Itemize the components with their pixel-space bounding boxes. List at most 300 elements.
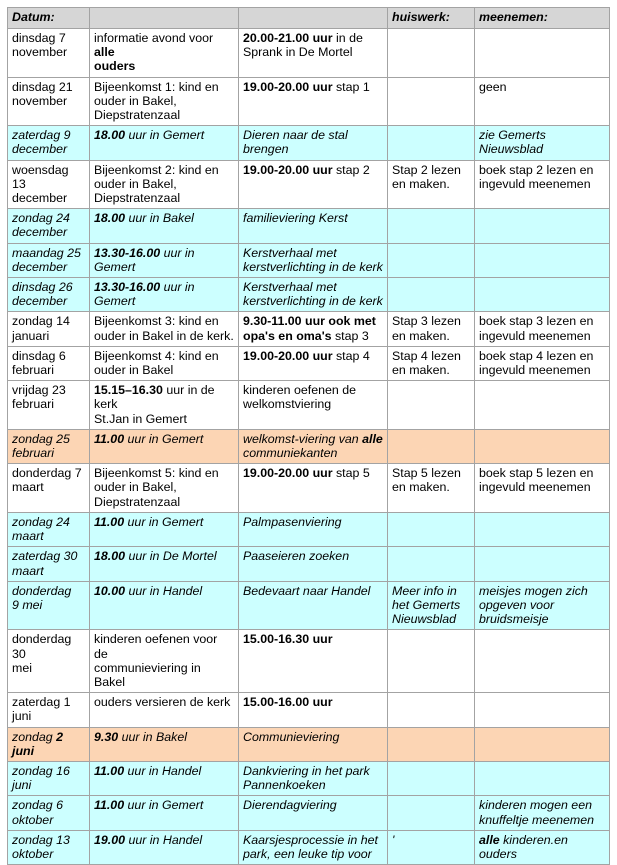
cell-line [94,191,234,205]
cell-line: november [12,93,68,108]
text: Diepstratenzaal [94,191,181,206]
schedule-row [8,830,610,864]
cell-line: het Gemerts [392,597,461,612]
cell-date [8,761,90,795]
schedule-table [7,7,610,865]
cell-line [94,432,234,446]
cell-homework [388,630,475,693]
cell-line [243,383,383,397]
cell-time [239,693,388,727]
text: familieviering Kerst [243,211,348,226]
cell-time [239,126,388,160]
cell-line [243,163,383,177]
text: in de [332,31,363,45]
cell-line [243,329,383,343]
cell-date [8,693,90,727]
text: Bijeenkomst 5: kind en [94,466,219,481]
cell-line [243,798,383,812]
cell-date [8,126,90,160]
text: communieviering in Bakel [94,660,201,689]
cell-line [243,833,383,847]
cell-line: januari [12,328,50,343]
text: ouders [479,846,517,861]
cell-bring [475,796,610,830]
cell-time [239,464,388,513]
cell-time [239,547,388,581]
cell-line [94,246,234,274]
header-homework: huiswerk: [388,8,475,29]
cell-line: en maken. [392,363,450,378]
cell-line [94,661,234,689]
text: uur in Handel [125,583,203,598]
text: uur in Gemert [94,280,195,309]
bold-text: juni [12,743,35,758]
cell-bring [475,209,610,243]
text: Sprank in De Mortel [243,45,353,60]
schedule-row [8,243,610,277]
bold-text: 19.00-20.00 uur [243,162,333,177]
text: Dankviering in het park [243,763,370,778]
cell-bring [475,830,610,864]
schedule-row [8,581,610,630]
cell-date [8,830,90,864]
cell-time [239,312,388,346]
bold-text: 20.00-21.00 uur [243,31,333,45]
cell-line: december [12,225,68,240]
header-time [239,8,388,29]
schedule-row [8,429,610,463]
cell-time [239,796,388,830]
cell-activity [90,29,239,78]
schedule-row [8,278,610,312]
text: Kerstverhaal met [243,245,337,260]
cell-line: november [12,45,68,60]
cell-line: ingevuld meenemen [479,176,591,191]
bold-text: 15.00-16.30 uur [243,632,333,647]
cell-line [243,45,383,59]
cell-line [243,432,383,446]
bold-text: opa's en oma's [243,328,332,343]
text: Bedevaart naar Handel [243,583,371,598]
cell-line: Meer info in [392,583,457,598]
text: brengen [243,142,289,157]
cell-line: en maken. [392,176,450,191]
cell-line: ingevuld meenemen [479,363,591,378]
text: Paaseieren zoeken [243,549,350,564]
cell-homework [388,160,475,209]
schedule-row [8,346,610,380]
text: St.Jan in Gemert [94,411,187,426]
schedule-row [8,312,610,346]
cell-activity [90,796,239,830]
text: stap 2 [332,162,370,177]
cell-line [243,246,383,260]
cell-date [8,346,90,380]
cell-line [94,59,234,73]
cell-line: knuffeltje meenemen [479,812,595,827]
bold-text: 9.30-11.00 uur ook met [243,314,376,329]
text: Pannenkoeken [243,778,326,793]
cell-homework [388,581,475,630]
cell-line: Stap 5 lezen [392,466,461,481]
cell-line [243,211,383,225]
cell-bring [475,126,610,160]
cell-line [94,349,234,363]
text: uur in Handel [125,832,203,847]
cell-line: maart [12,563,44,578]
text: welkomstviering [243,397,332,412]
cell-bring [475,160,610,209]
cell-homework [388,126,475,160]
cell-date [8,630,90,693]
cell-time [239,209,388,243]
bold-text: alle [94,45,115,60]
text: communiekanten [243,446,338,461]
cell-line: woensdag 13 [12,162,69,191]
cell-line: dinsdag 7 [12,31,66,45]
cell-line: donderdag 30 [12,632,72,661]
cell-date [8,464,90,513]
cell-activity [90,547,239,581]
schedule-row [8,29,610,78]
cell-bring [475,547,610,581]
cell-activity [90,126,239,160]
bold-text: 11.00 [94,431,125,446]
cell-line [94,495,234,509]
cell-time [239,346,388,380]
text: uur in Gemert [125,128,205,143]
text: stap 5 [332,466,370,481]
cell-line: zondag 16 [12,763,70,778]
cell-line [243,397,383,411]
cell-time [239,512,388,546]
text: informatie avond voor [94,31,214,45]
cell-date [8,796,90,830]
cell-time [239,77,388,126]
cell-line: zaterdag 9 [12,128,71,143]
cell-line [94,163,234,177]
cell-line [94,80,234,94]
cell-line [243,764,383,778]
cell-line: oktober [12,812,54,827]
bold-text: 11.00 [94,798,125,813]
header-activity [90,8,239,29]
cell-line: ingevuld meenemen [479,328,591,343]
cell-line: zaterdag 30 [12,549,78,564]
schedule-row [8,512,610,546]
bold-text: 9.30 [94,729,119,744]
text: Diepstratenzaal [94,108,181,123]
cell-line [243,632,383,646]
cell-bring [475,761,610,795]
cell-line [94,480,234,494]
cell-line [243,31,383,45]
cell-line [243,466,383,480]
cell-bring [475,512,610,546]
cell-line [94,695,234,709]
bold-text: 18.00 [94,549,126,564]
cell-date [8,209,90,243]
cell-activity [90,209,239,243]
cell-activity [90,278,239,312]
cell-line: februari [12,397,55,412]
cell-homework [388,693,475,727]
cell-line: donderdag 7 [12,466,82,481]
cell-line: Nieuwsblad [479,142,544,157]
cell-line [94,798,234,812]
text: Bijeenkomst 3: kind en [94,314,219,329]
cell-line [94,94,234,108]
cell-line: februari [12,363,55,378]
cell-bring [475,312,610,346]
cell-line: Nieuwsblad [392,612,457,627]
cell-line [243,446,383,460]
cell-line [243,314,383,328]
bold-text: 13.30-16.00 [94,280,161,295]
text: Bijeenkomst 2: kind en [94,162,219,177]
schedule-row [8,796,610,830]
cell-line [12,744,85,758]
cell-time [239,761,388,795]
cell-date [8,547,90,581]
cell-line [94,549,234,563]
cell-activity [90,727,239,761]
cell-bring [475,581,610,630]
cell-line: en maken. [392,480,450,495]
cell-line [243,80,383,94]
cell-bring [475,77,610,126]
cell-activity [90,630,239,693]
cell-homework [388,278,475,312]
text: Dierendagviering [243,798,337,813]
cell-bring [475,278,610,312]
cell-line [94,632,234,660]
cell-homework [388,381,475,430]
bold-text: 10.00 [94,583,126,598]
cell-line: boek stap 3 lezen en [479,314,594,329]
text: park, een leuke tip voor [243,846,372,861]
cell-time [239,160,388,209]
text: stap 3 [331,328,369,343]
bold-text: 18.00 [94,128,126,143]
text: uur in De Mortel [125,549,217,564]
cell-line [243,128,383,142]
schedule-row [8,464,610,513]
cell-line [243,349,383,363]
cell-line [94,833,234,847]
cell-activity [90,160,239,209]
text: kinderen oefenen voor de [94,632,218,661]
cell-line [243,730,383,744]
text: Dieren naar de stal [243,128,348,143]
cell-line: dinsdag 21 [12,79,73,94]
bold-text: 19.00-20.00 uur [243,79,333,94]
cell-homework [388,29,475,78]
bold-text: 19.00-20.00 uur [243,466,333,481]
cell-line [94,108,234,122]
cell-time [239,243,388,277]
cell-bring [475,381,610,430]
cell-line: februari [12,446,55,461]
text: uur in Bakel [125,211,194,226]
text: kerstverlichting in de kerk [243,259,383,274]
cell-homework [388,312,475,346]
cell-date [8,243,90,277]
cell-bring [475,429,610,463]
cell-line [243,515,383,529]
bold-text: 13.30-16.00 [94,245,161,260]
cell-line: oktober [12,846,54,861]
cell-line: Stap 2 lezen [392,162,461,177]
cell-date [8,278,90,312]
cell-activity [90,512,239,546]
cell-line: meisjes mogen zich [479,583,588,598]
cell-line [94,363,234,377]
cell-line [94,515,234,529]
cell-line: zondag 24 [12,211,70,226]
text: uur in de kerk [94,383,215,412]
cell-line: december [12,142,68,157]
cell-line: 9 mei [12,597,43,612]
cell-line: december [12,191,68,206]
cell-bring [475,29,610,78]
cell-line: zondag 13 [12,832,70,847]
bold-text: alle [362,431,383,446]
cell-line: zaterdag 1 [12,695,71,710]
cell-activity [90,312,239,346]
cell-homework [388,429,475,463]
text: uur in Handel [124,763,202,778]
schedule-row [8,126,610,160]
cell-line: kinderen mogen een [479,798,592,813]
cell-line: boek stap 5 lezen en [479,466,594,481]
cell-line: bruidsmeisje [479,612,549,627]
cell-bring [475,243,610,277]
cell-line [94,31,234,59]
cell-line [243,847,383,861]
text: stap 1 [332,79,370,94]
text: ouder in Bakel in de kerk. [94,328,234,343]
cell-line [479,847,605,861]
text: Kaarsjesprocessie in het [243,832,378,847]
bold-text: 15.15–16.30 [94,383,163,398]
cell-line [243,695,383,709]
cell-activity [90,464,239,513]
cell-line: december [12,294,68,309]
cell-line: Stap 3 lezen [392,314,461,329]
cell-activity [90,761,239,795]
cell-bring [475,630,610,693]
cell-activity [90,77,239,126]
cell-line [94,280,234,308]
cell-line: dinsdag 6 [12,348,66,363]
header-row [8,8,610,29]
cell-line [479,833,605,847]
cell-bring [475,346,610,380]
cell-line [12,730,85,744]
schedule-row [8,77,610,126]
bold-text: 2 [56,729,63,744]
cell-line: Stap 4 lezen [392,348,461,363]
cell-line: zondag 14 [12,314,70,329]
cell-line [94,177,234,191]
header-bring: meenemen: [475,8,610,29]
header-date: Datum: [8,8,90,29]
cell-date [8,512,90,546]
cell-activity [90,429,239,463]
cell-time [239,630,388,693]
bold-text: 18.00 [94,211,126,226]
schedule-row [8,630,610,693]
cell-line: maandag 25 [12,245,81,260]
cell-time [239,581,388,630]
cell-activity [90,693,239,727]
cell-line [94,412,234,426]
text: ouders versieren de kerk [94,695,231,710]
schedule-row [8,547,610,581]
text: Diepstratenzaal [94,494,181,509]
cell-line [243,280,383,294]
cell-line: ingevuld meenemen [479,480,591,495]
bold-text: ouders [94,59,136,74]
cell-homework [388,547,475,581]
cell-activity [90,381,239,430]
schedule-row [8,209,610,243]
cell-homework [388,512,475,546]
cell-time [239,830,388,864]
schedule-row [8,727,610,761]
text: uur in Gemert [124,798,204,813]
text: Bijeenkomst 1: kind en [94,79,219,94]
cell-line: en maken. [392,328,450,343]
cell-line [243,260,383,274]
cell-line: dinsdag 26 [12,280,73,295]
cell-line: mei [12,660,32,675]
cell-time [239,29,388,78]
cell-line: december [12,259,68,274]
cell-homework [388,209,475,243]
text: ouder in Bakel, [94,480,177,495]
cell-activity [90,243,239,277]
cell-line: juni [12,778,32,793]
cell-bring [475,727,610,761]
cell-line: donderdag [12,583,72,598]
text: Bijeenkomst 4: kind en [94,348,219,363]
cell-line: opgeven voor [479,597,555,612]
text: kerstverlichting in de kerk [243,294,383,309]
cell-activity [90,830,239,864]
cell-line [243,142,383,156]
cell-line [243,778,383,792]
cell-time [239,278,388,312]
schedule-row [8,761,610,795]
cell-line [94,211,234,225]
cell-homework [388,346,475,380]
schedule-row [8,160,610,209]
cell-line: zie Gemerts [479,128,546,143]
cell-date [8,429,90,463]
cell-homework [388,727,475,761]
bold-text: 11.00 [94,514,125,529]
schedule-row [8,381,610,430]
text: kinderen oefenen de [243,383,356,398]
bold-text: 19.00-20.00 uur [243,348,333,363]
cell-homework [388,464,475,513]
cell-line: boek stap 2 lezen en [479,162,594,177]
cell-line: ' [392,832,395,847]
text: Palmpasenviering [243,514,342,529]
cell-date [8,312,90,346]
